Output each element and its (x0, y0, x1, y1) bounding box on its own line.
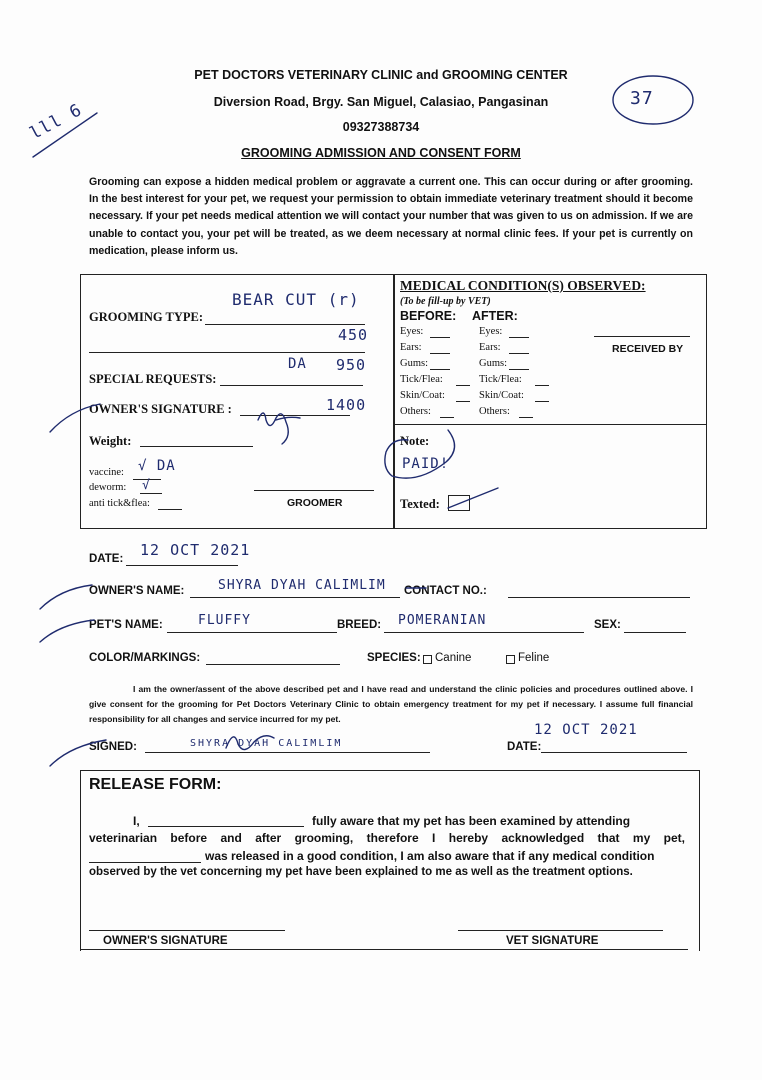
note-label: Note: (400, 434, 430, 448)
vaccine-value: √ DA (138, 458, 176, 474)
grooming-type-value[interactable]: BEAR CUT (r) (232, 290, 360, 309)
da-note: DA (288, 356, 307, 372)
release-line1: fully aware that my pet has been examined by attending (312, 814, 631, 828)
vaccine-label: vaccine: (89, 467, 124, 478)
release-owner-signature-label: OWNER'S SIGNATURE (103, 935, 228, 947)
price-1: 450 (338, 326, 369, 344)
row-blank[interactable] (430, 369, 450, 370)
total-price: 1400 (326, 396, 367, 414)
special-requests-label: SPECIAL REQUESTS: (89, 372, 217, 386)
row-blank[interactable] (456, 401, 470, 402)
release-line3: was released in a good condition, I am also aware that if any medical condition (205, 849, 655, 863)
clinic-name: PET DOCTORS VETERINARY CLINIC and GROOMING CENTER (194, 68, 568, 82)
groomer-label: GROOMER (287, 497, 343, 509)
before-row-label: Others: (400, 406, 431, 417)
canine-checkbox[interactable] (423, 655, 432, 664)
release-vet-signature-label: VET SIGNATURE (506, 935, 599, 947)
release-title: RELEASE FORM: (89, 776, 222, 793)
after-row-label: Gums: (479, 358, 508, 369)
after-row-label: Ears: (479, 342, 501, 353)
row-blank[interactable] (509, 337, 529, 338)
row-blank[interactable] (430, 337, 450, 338)
row-blank[interactable] (440, 417, 454, 418)
breed-label: BREED: (337, 619, 382, 631)
pet-name-stroke (30, 610, 130, 650)
clinic-phone: 09327388734 (342, 120, 420, 134)
consent-text: I am the owner/assent of the above described pet and I have read and understand the clinic policies and procedures outlined above. I give consent for the grooming for Pet Doctors Veterinary Clinic to obtain emergency treatment for my pet if necessary. I assume full financial responsibility for all changes and service incurred for my pet. (89, 684, 693, 724)
breed-value[interactable]: POMERANIAN (398, 613, 487, 628)
species-label: SPECIES: (367, 652, 421, 664)
release-line4: observed by the vet concerning my pet have been explained to me as well as the treatment options. (89, 866, 633, 878)
before-row-label: Tick/Flea: (400, 374, 443, 385)
feline-label: Feline (518, 652, 550, 664)
before-row-label: Eyes: (400, 326, 424, 337)
row-blank[interactable] (509, 369, 529, 370)
medical-title: MEDICAL CONDITION(S) OBSERVED: (400, 278, 646, 293)
row-blank[interactable] (519, 417, 533, 418)
signed-label: SIGNED: (89, 741, 137, 753)
after-row-label: Others: (479, 406, 510, 417)
intro-paragraph: Grooming can expose a hidden medical problem or aggravate a current one. This can occur during or after grooming. In the best interest for your pet, we request your permission to obtain immediate veterinary treatment should it become necessary. If your pet needs medical attention we will contact your number that was given to us on admission. If we are unable to contact you, your pet will be treated, as we deem necessary at normal clinic fees. If your pet is currently on medication, please inform us. (89, 176, 693, 257)
margin-slash (25, 105, 105, 165)
row-blank[interactable] (535, 385, 549, 386)
price-2: 950 (336, 356, 367, 374)
texted-check-mark (444, 484, 504, 514)
canine-label: Canine (435, 652, 472, 664)
circled-number: 37 (630, 88, 654, 109)
pet-name-label: PET'S NAME: (89, 619, 163, 631)
deworm-value: √ (142, 478, 151, 493)
date-label: DATE: (89, 553, 124, 565)
after-row-label: Tick/Flea: (479, 374, 522, 385)
received-by-label: RECEIVED BY (612, 343, 684, 355)
owner-name-label: OWNER'S NAME: (89, 585, 185, 597)
after-row-label: Skin/Coat: (479, 390, 524, 401)
grooming-type-label: GROOMING TYPE: (89, 310, 204, 324)
paid-note: PAID! (402, 456, 450, 472)
row-blank[interactable] (456, 385, 470, 386)
owner-signature-label: OWNER'S SIGNATURE : (89, 402, 232, 416)
release-i: I, (133, 814, 140, 828)
texted-label: Texted: (400, 497, 440, 511)
margin-note: lll 6 (26, 99, 86, 145)
contact-label: CONTACT NO.: (404, 585, 487, 597)
before-label: BEFORE: (400, 309, 457, 323)
row-blank[interactable] (430, 353, 450, 354)
release-line2: veterinarian before and after grooming, therefore I hereby acknowledged that my pet, (89, 831, 685, 845)
antitick-label: anti tick&flea: (89, 498, 150, 509)
signed-value[interactable]: SHYRA DYAH CALIMLIM (190, 738, 343, 749)
signed-strokes (40, 722, 280, 772)
consent-date-label: DATE: (507, 741, 542, 753)
row-blank[interactable] (509, 353, 529, 354)
sex-label: SEX: (594, 619, 621, 631)
owner-name-value[interactable]: SHYRA DYAH CALIMLIM (218, 578, 386, 593)
medical-subtitle: (To be fill-up by VET) (400, 296, 491, 307)
before-row-label: Skin/Coat: (400, 390, 445, 401)
circled-number-ring (605, 70, 705, 130)
after-row-label: Eyes: (479, 326, 503, 337)
owner-name-strokes (30, 575, 450, 615)
date-value[interactable]: 12 OCT 2021 (140, 541, 251, 559)
deworm-label: deworm: (89, 482, 127, 493)
before-row-label: Ears: (400, 342, 422, 353)
before-row-label: Gums: (400, 358, 429, 369)
consent-date-value[interactable]: 12 OCT 2021 (534, 722, 638, 738)
clinic-address: Diversion Road, Brgy. San Miguel, Calasiao, Pangasinan (213, 95, 549, 109)
weight-label: Weight: (89, 434, 132, 448)
after-label: AFTER: (472, 309, 518, 323)
form-title: GROOMING ADMISSION AND CONSENT FORM (241, 146, 521, 160)
feline-checkbox[interactable] (506, 655, 515, 664)
color-label: COLOR/MARKINGS: (89, 652, 201, 664)
row-blank[interactable] (535, 401, 549, 402)
pet-name-value[interactable]: FLUFFY (198, 613, 251, 628)
